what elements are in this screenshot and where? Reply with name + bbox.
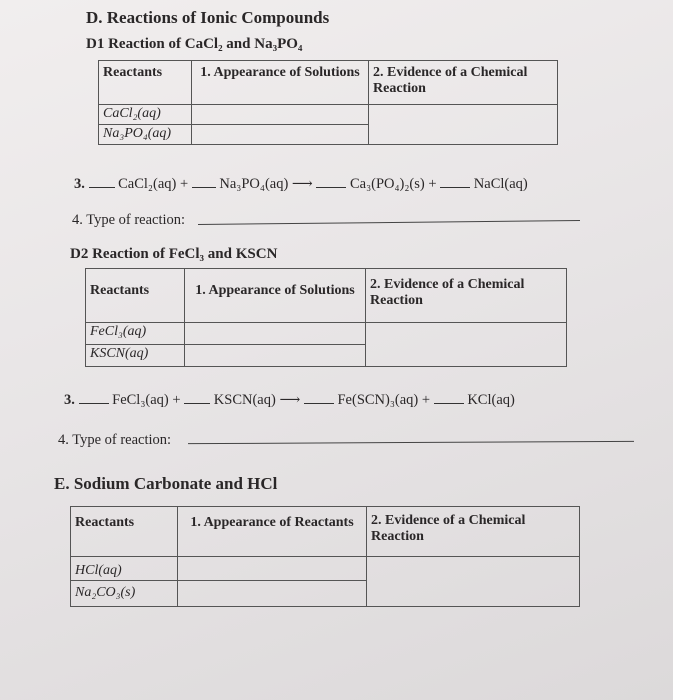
d2-type-line[interactable] (188, 441, 634, 444)
eq2-product-2: KCl(aq) (467, 392, 515, 408)
table-d2-cell-appearance-1[interactable] (185, 323, 366, 345)
eq2-product-1: Fe(SCN)₃(aq) + (337, 392, 431, 408)
eq1-number: 3. (74, 176, 85, 192)
eq2-number: 3. (64, 392, 75, 408)
table-d1-cell-appearance-2[interactable] (192, 125, 369, 145)
eq1-blank-1[interactable] (89, 187, 115, 188)
eq2-reactant-1: FeCl₃(aq) + (112, 392, 181, 408)
table-d2-cell-evidence[interactable] (366, 323, 567, 367)
table-d2-col-reactants: Reactants (86, 269, 185, 323)
table-e (70, 506, 580, 607)
table-e-cell-evidence[interactable] (367, 557, 580, 607)
eq1-blank-4[interactable] (440, 187, 470, 188)
eq1-arrow: ⟶ (291, 176, 313, 192)
table-d2-row-fecl3: FeCl₃(aq) (86, 323, 185, 345)
d2-type-label: 4. Type of reaction: (58, 432, 172, 448)
table-d1-row-na3po4: Na₃PO₄(aq) (99, 125, 192, 145)
d1-type-label: 4. Type of reaction: (72, 212, 186, 228)
table-d1 (98, 60, 558, 145)
eq1-reactant-2: Na₃PO₄(aq) (219, 176, 289, 192)
table-d1-col-reactants: Reactants (99, 61, 192, 105)
eq2-reactant-2: KSCN(aq) (213, 392, 276, 408)
eq1-blank-3[interactable] (316, 187, 346, 188)
table-d2 (85, 268, 567, 367)
table-d1-cell-evidence[interactable] (369, 105, 558, 145)
d2-title: D2 Reaction of FeCl₃ and KSCN (70, 246, 278, 262)
eq2-blank-2[interactable] (184, 403, 210, 404)
table-d1-col-evidence: 2. Evidence of a Chemical Reaction (369, 61, 558, 105)
section-d-title: D. Reactions of Ionic Compounds (86, 8, 330, 27)
table-d2-row-kscn: KSCN(aq) (86, 345, 185, 367)
table-d2-cell-appearance-2[interactable] (185, 345, 366, 367)
eq2-blank-4[interactable] (434, 403, 464, 404)
table-e-col-reactants: Reactants (71, 507, 178, 557)
table-d1-cell-appearance-1[interactable] (192, 105, 369, 125)
table-e-col-evidence: 2. Evidence of a Chemical Reaction (367, 507, 580, 557)
table-d1-col-appearance: 1. Appearance of Solutions (192, 61, 369, 105)
table-d2-col-evidence: 2. Evidence of a Chemical Reaction (366, 269, 567, 323)
eq1-product-2: NaCl(aq) (473, 176, 528, 192)
table-e-row-na2co3: Na₂CO₃(s) (71, 581, 178, 607)
table-d2-col-appearance: 1. Appearance of Solutions (185, 269, 366, 323)
d1-type-line[interactable] (198, 220, 580, 225)
eq2-blank-3[interactable] (304, 403, 334, 404)
eq1-blank-2[interactable] (192, 187, 216, 188)
section-e-title: E. Sodium Carbonate and HCl (54, 474, 278, 493)
eq1-product-1: Ca₃(PO₄)₂(s) + (349, 176, 437, 192)
table-e-row-hcl: HCl(aq) (71, 557, 178, 581)
table-d1-row-cacl2: CaCl₂(aq) (99, 105, 192, 125)
eq1-reactant-1: CaCl₂(aq) + (118, 176, 189, 192)
eq2-arrow: ⟶ (279, 392, 301, 408)
equation-d2 (64, 392, 515, 409)
eq2-blank-1[interactable] (79, 403, 109, 404)
table-e-col-appearance: 1. Appearance of Reactants (178, 507, 367, 557)
table-e-cell-appearance-1[interactable] (178, 557, 367, 581)
d1-title: D1 Reaction of CaCl₂ and Na₃PO₄ (86, 36, 303, 52)
equation-d1 (74, 176, 528, 193)
table-e-cell-appearance-2[interactable] (178, 581, 367, 607)
